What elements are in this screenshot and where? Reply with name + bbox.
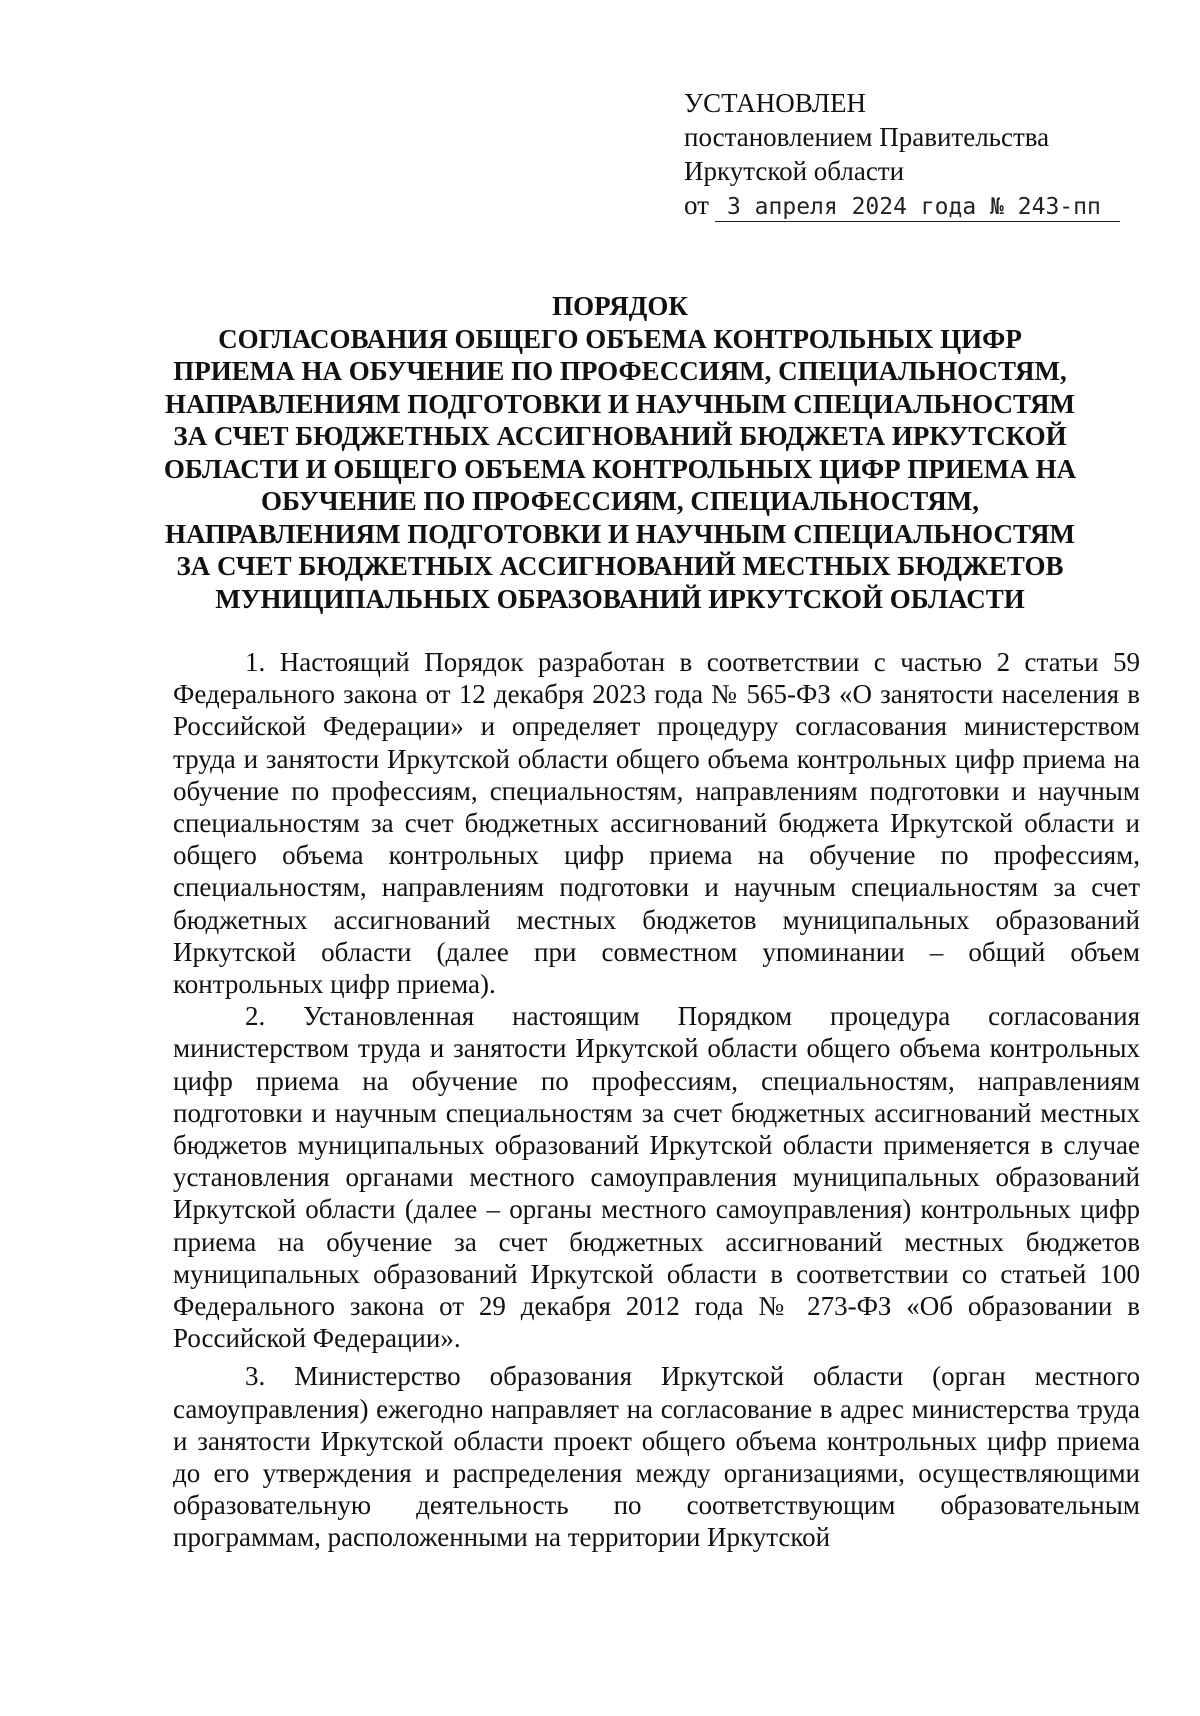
title-subheading: СОГЛАСОВАНИЯ ОБЩЕГО ОБЪЕМА КОНТРОЛЬНЫХ ЦИФР ПРИЕМА НА ОБУЧЕНИЕ ПО ПРОФЕССИЯМ, СПЕЦИАЛЬНОСТЯМ, НАПРАВЛЕНИЯМ ПОДГОТОВКИ И НАУЧНЫМ СПЕЦИАЛЬНОСТЯМ ЗА СЧЕТ БЮДЖЕТНЫХ АССИГНОВАНИЙ БЮДЖЕТА ИРКУТСКОЙ ОБЛАСТИ И ОБЩЕГО ОБЪЕМА КОНТРОЛЬНЫХ ЦИФР ПРИЕМА НА ОБУЧЕНИЕ ПО ПРОФЕССИЯМ, СПЕЦИАЛЬНОСТЯМ, НАПРАВЛЕНИЯМ ПОДГОТОВКИ И НАУЧНЫМ СПЕЦИАЛЬНОСТЯМ ЗА СЧЕТ БЮДЖЕТНЫХ АССИГНОВАНИЙ МЕСТНЫХ БЮДЖЕТОВ МУНИЦИПАЛЬНЫХ ОБРАЗОВАНИЙ ИРКУТСКОЙ ОБЛАСТИ (163, 323, 1077, 614)
approval-date-prefix: от (684, 190, 709, 220)
document-body (173, 646, 1140, 1554)
approval-block (684, 86, 1124, 222)
approval-date-value: 3 апреля 2024 года № 243-пп (715, 193, 1120, 222)
approval-status: УСТАНОВЛЕН (684, 88, 867, 118)
title-heading: ПОРЯДОК (552, 291, 688, 321)
paragraph-2: 2. Установленная настоящим Порядком процедура согласования министерством труда и занятости Иркутской области общего объема контрольных цифр приема на обучение по профессиям, специальностям, направлениям подготовки и научным специальностям за счет бюджетных ассигнований местных бюджетов муниципальных образований Иркутской области применяется в случае установления органами местного самоуправления муниципальных образований Иркутской области (далее – органы местного самоуправления) контрольных цифр приема на обучение за счет бюджетных ассигнований местных бюджетов муниципальных образований Иркутской области в соответствии со статьей 100 Федерального закона от 29 декабря 2012 года № 273-ФЗ «Об образовании в Российской Федерации». (173, 1001, 1140, 1354)
approval-issuer: постановлением Правительства (684, 122, 1050, 152)
paragraph-3: 3. Министерство образования Иркутской области (орган местного самоуправления) ежегодно направляет на согласование в адрес министерства труда и занятости Иркутской области проект общего объема контрольных цифр приема до его утверждения и распределения между организациями, осуществляющими образовательную деятельность по соответствующим образовательным программам, расположенными на территории Иркутской (173, 1361, 1140, 1553)
document-title (160, 290, 1080, 615)
approval-issuer-region: Иркутской области (684, 156, 905, 186)
paragraph-1: 1. Настоящий Порядок разработан в соответствии с частью 2 статьи 59 Федерального закона от 12 декабря 2023 года № 565-ФЗ «О занятости населения в Российской Федерации» и определяет процедуру согласования министерством труда и занятости Иркутской области общего объема контрольных цифр приема на обучение по профессиям, специальностям, направлениям подготовки и научным специальностям за счет бюджетных ассигнований бюджета Иркутской области и общего объема контрольных цифр приема на обучение по профессиям, специальностям, направлениям подготовки и научным специальностям за счет бюджетных ассигнований местных бюджетов муниципальных образований Иркутской области (далее при совместном упоминании – общий объем контрольных цифр приема). (173, 647, 1140, 1000)
approval-date-line (684, 188, 1124, 222)
